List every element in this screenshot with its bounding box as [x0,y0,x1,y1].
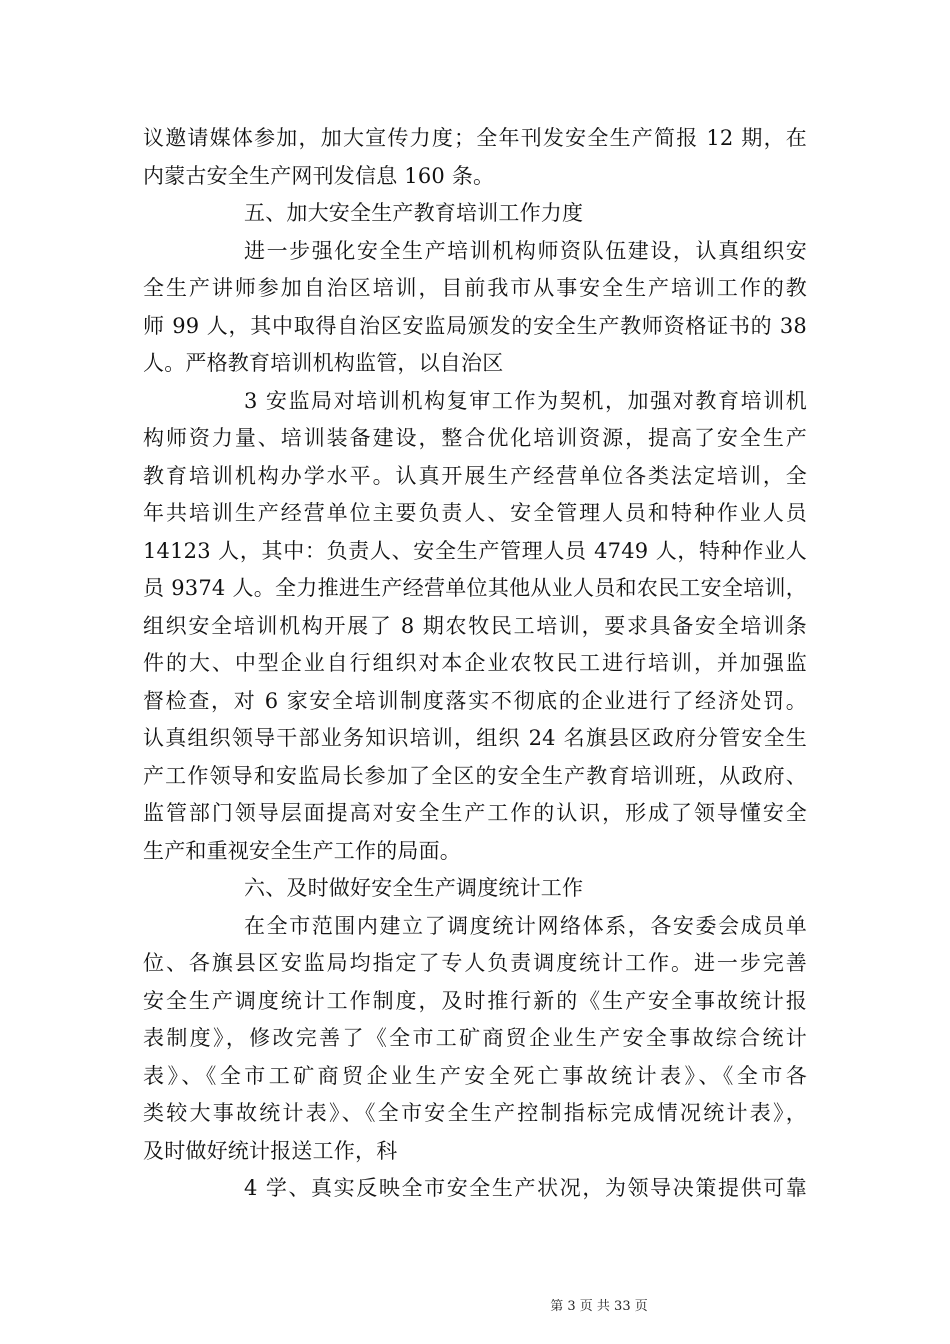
text-line: 14123 人，其中：负责人、安全生产管理人员 4749 人，特种作业人 [143,538,807,563]
text-line: 员 9374 人。全力推进生产经营单位其他从业人员和农民工安全培训， [143,576,807,600]
text-line: 内蒙古安全生产网刊发信息 160 条。 [143,163,495,188]
document-body [143,120,807,1208]
text-line: 生产和重视安全生产工作的局面。 [143,838,461,863]
text-line: 全生产讲师参加自治区培训，目前我市从事安全生产培训工作的教 [143,276,807,300]
text-line: 3 安监局对培训机构复审工作为契机，加强对教育培训机 [244,388,807,413]
text-line: 件的大、中型企业自行组织对本企业农牧民工进行培训，并加强监 [143,651,807,675]
text-line: 产工作领导和安监局长参加了全区的安全生产教育培训班，从政府、 [143,763,807,788]
text-line: 类较大事故统计表》、《全市安全生产控制指标完成情况统计表》， [143,1101,807,1125]
text-line: 进一步强化安全生产培训机构师资队伍建设，认真组织安 [244,238,807,263]
text-line: 及时做好统计报送工作，科 [143,1138,398,1163]
text-line: 表制度》，修改完善了《全市工矿商贸企业生产安全事故综合统计 [143,1026,807,1050]
section-heading: 六、及时做好安全生产调度统计工作 [244,876,584,900]
text-line: 监管部门领导层面提高对安全生产工作的认识，形成了领导懂安全 [143,801,807,825]
text-line: 在全市范围内建立了调度统计网络体系，各安委会成员单 [244,913,807,938]
page-number: 第 3 页 共 33 页 [550,1299,648,1314]
text-line: 4 学、真实反映全市安全生产状况，为领导决策提供可靠 [244,1176,807,1200]
text-line: 教育培训机构办学水平。认真开展生产经营单位各类法定培训，全 [143,463,807,488]
text-line: 构师资力量、培训装备建设，整合优化培训资源，提高了安全生产 [143,426,807,450]
text-line: 组织安全培训机构开展了 8 期农牧民工培训，要求具备安全培训条 [143,613,807,638]
section-heading: 五、加大安全生产教育培训工作力度 [244,201,584,225]
text-line: 议邀请媒体参加，加大宣传力度；全年刊发安全生产简报 12 期，在 [143,126,807,150]
text-line: 安全生产调度统计工作制度，及时推行新的《生产安全事故统计报 [143,988,807,1013]
text-line: 师 99 人，其中取得自治区安监局颁发的安全生产教师资格证书的 38 [143,313,807,338]
text-line: 年共培训生产经营单位主要负责人、安全管理人员和特种作业人员 [143,501,807,525]
text-line: 督检查，对 6 家安全培训制度落实不彻底的企业进行了经济处罚。 [143,688,807,713]
text-line: 认真组织领导干部业务知识培训，组织 24 名旗县区政府分管安全生 [143,726,807,750]
text-line: 位、各旗县区安监局均指定了专人负责调度统计工作。进一步完善 [143,951,807,975]
text-line: 人。严格教育培训机构监管，以自治区 [143,351,504,375]
text-line: 表》、《全市工矿商贸企业生产安全死亡事故统计表》、《全市各 [143,1063,807,1088]
page-footer [0,1298,950,1316]
